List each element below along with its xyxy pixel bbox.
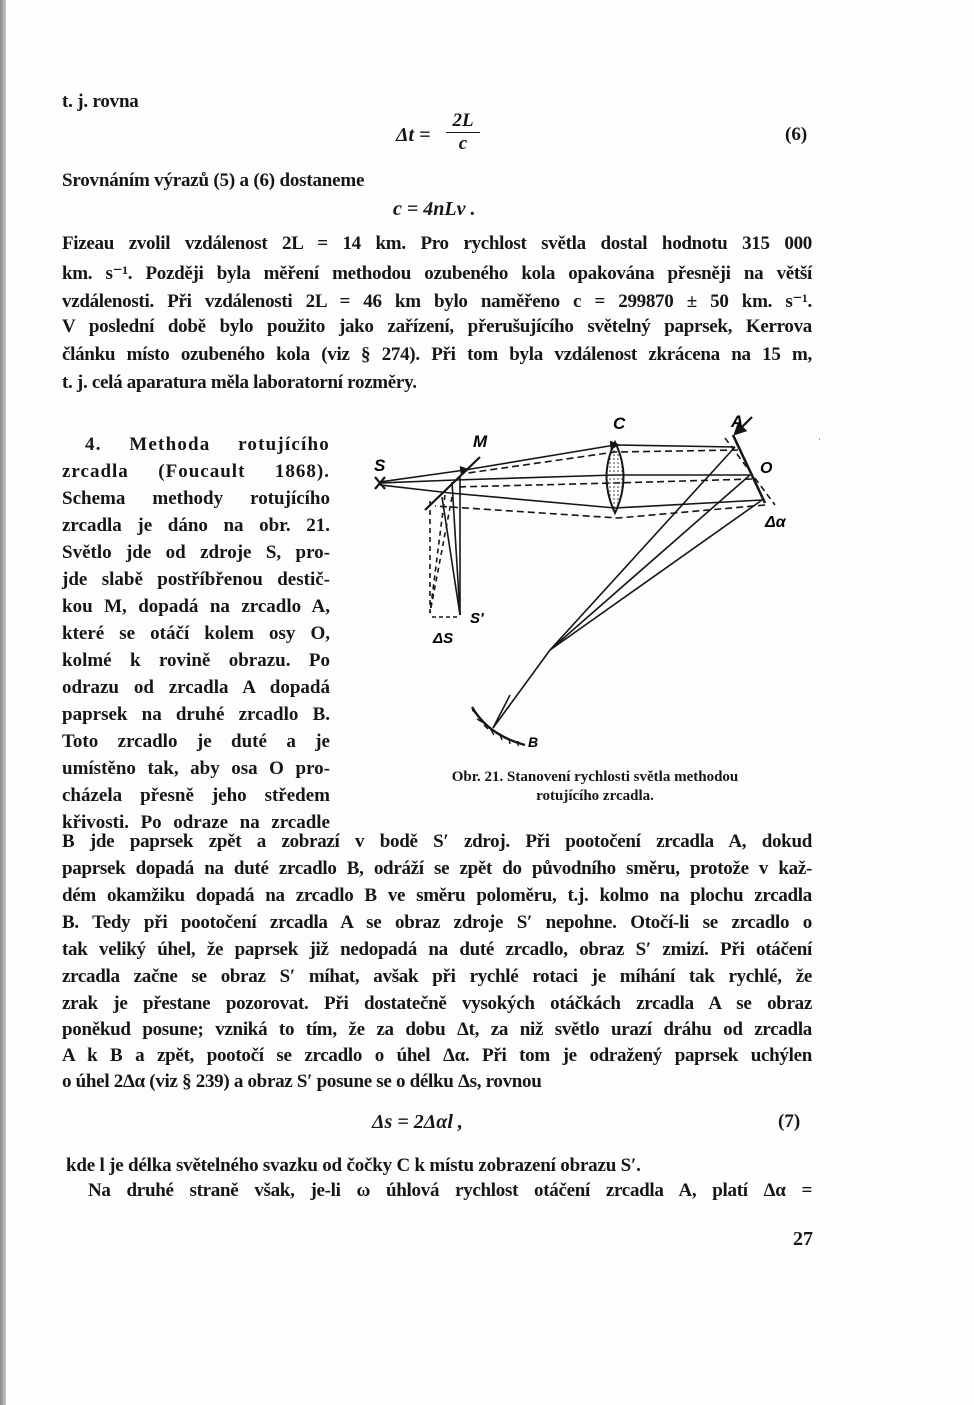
- column-line: Světlo jde od zdroje S, pro-: [62, 542, 330, 563]
- figure-caption-line-2: rotujícího zrcadla.: [536, 788, 654, 804]
- column-line: které se otáčí kolem osy O,: [62, 623, 330, 644]
- paragraph-line: tak veliký úhel, že paprsek již nedopadá na duté zrcadlo, obraz S′ zmizí. Při otáčení: [62, 939, 812, 960]
- page-number: 27: [793, 1228, 813, 1250]
- figure-21-rotating-mirror-diagram: [360, 405, 820, 760]
- label-a: A: [731, 412, 744, 431]
- paragraph-line: o úhel 2Δα (viz § 239) a obraz S′ posune se o délku Δs, rovnou: [62, 1071, 542, 1092]
- equation-c: c = 4nLν .: [393, 198, 476, 220]
- label-o: O: [760, 460, 773, 477]
- label-s-prime: S': [470, 610, 484, 627]
- column-line: umístěno tak, aby osa O pro-: [62, 758, 330, 779]
- column-line: Toto zrcadlo je duté a je: [62, 731, 330, 752]
- paragraph-line: B jde paprsek zpět a zobrazí v bodě S′ zdroj. Při pootočení zrcadla A, dokud: [62, 831, 812, 852]
- column-line: Schema methody rotujícího: [62, 488, 330, 509]
- concave-mirror-b: [472, 707, 525, 745]
- column-line: jde slabě postříbřenou destič-: [62, 569, 330, 590]
- compare-line: Srovnáním výrazů (5) a (6) dostaneme: [62, 170, 365, 191]
- paragraph-line: paprsek dopadá na duté zrcadlo B, odráží se zpět do původního směru, protože v kaž-: [62, 858, 812, 879]
- paragraph-line: V poslední době bylo použito jako zařízení, přerušujícího světelný paprsek, Kerrova: [62, 316, 812, 337]
- lens-c: [607, 442, 624, 513]
- label-m: M: [473, 432, 488, 451]
- label-b: B: [528, 734, 539, 750]
- section-heading: 4. Methoda rotujícího: [85, 434, 330, 455]
- continuation-line: Na druhé straně však, je-li ω úhlová rychlost otáčení zrcadla A, platí Δα =: [88, 1180, 812, 1201]
- figure-caption-line-1: Obr. 21. Stanovení rychlosti světla methodou: [451, 769, 739, 785]
- paragraph-line: dém okamžiku dopadá na zrcadlo B ve směru poloměru, t.j. kolmo na plochu zrcadla: [62, 885, 812, 906]
- paragraph-line: Fizeau zvolil vzdálenost 2L = 14 km. Pro rychlost světla dostal hodnotu 315 000: [62, 233, 812, 254]
- equation-6-fraction: [446, 110, 480, 155]
- paragraph-line: km. s⁻¹. Později byla měření methodou ozubeného kola opakována přesněji na větší: [62, 263, 812, 284]
- paragraph-line: poněkud posune; vzniká to tím, že za dobu Δt, za niž světlo urazí dráhu od zrcadla: [62, 1019, 812, 1040]
- equation-7-label: (7): [778, 1111, 801, 1132]
- column-line: odrazu od zrcadla A dopadá: [62, 677, 330, 698]
- column-line: kolmé k rovině obrazu. Po: [62, 650, 330, 671]
- paragraph-line: zrcadla začne se obraz S′ míhat, avšak při rychlé rotaci je míhání tak rychlé, že: [62, 966, 812, 987]
- label-delta-s: ΔS: [433, 630, 454, 647]
- column-line: zrcadla je dáno na obr. 21.: [62, 515, 330, 536]
- label-s: S: [374, 456, 386, 475]
- equation-6-label: (6): [785, 124, 808, 145]
- equation-6-lhs: Δt =: [396, 124, 431, 146]
- intro-line: t. j. rovna: [62, 91, 139, 112]
- label-delta-alpha: Δα: [765, 514, 786, 531]
- equation-6-numerator: 2L: [446, 110, 480, 133]
- paragraph-line: článku místo ozubeného kola (viz § 274). Při tom byla vzdálenost zkrácena na 15 m,: [62, 344, 812, 365]
- page-binding-edge: [0, 0, 6, 1405]
- column-line: křivosti. Po odraze na zrcadle: [62, 812, 330, 833]
- paragraph-line: zrak je přestane pozorovat. Při dostatečně vysokých otáčkách zrcadla A se obraz: [62, 993, 812, 1014]
- equation-7-expression: Δs = 2Δαl ,: [372, 1111, 463, 1133]
- column-line: zrcadla (Foucault 1868).: [62, 461, 330, 482]
- paragraph-line: A k B a zpět, pootočí se zrcadlo o úhel Δα. Při tom je odražený paprsek uchýlen: [62, 1045, 812, 1066]
- column-line: paprsek na druhé zrcadlo B.: [62, 704, 330, 725]
- label-c: C: [613, 414, 626, 433]
- paragraph-line: B. Tedy při pootočení zrcadla A se obraz zdroje S′ nepohne. Otočí-li se zrcadlo o: [62, 912, 812, 933]
- paragraph-line: vzdálenosti. Při vzdálenosti 2L = 46 km bylo naměřeno c = 299870 ± 50 km. s⁻¹.: [62, 291, 812, 312]
- definition-line: kde l je délka světelného svazku od čočky C k místu zobrazení obrazu S′.: [66, 1155, 641, 1176]
- column-line: cházela přesně jeho středem: [62, 785, 330, 806]
- equation-6-denominator: c: [458, 133, 468, 154]
- column-line: kou M, dopadá na zrcadlo A,: [62, 596, 330, 617]
- paragraph-line: t. j. celá aparatura měla laboratorní rozměry.: [62, 372, 417, 393]
